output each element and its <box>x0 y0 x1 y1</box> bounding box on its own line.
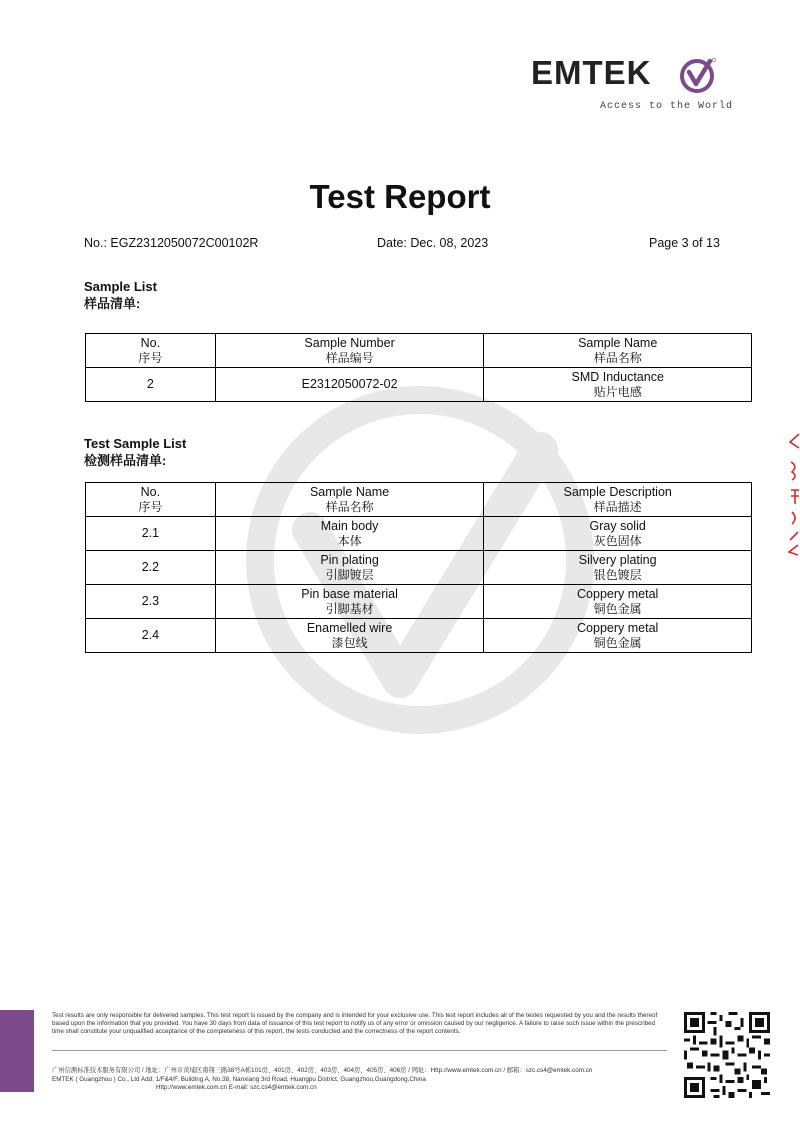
footer-address <box>52 1067 677 1093</box>
page-indicator: Page 3 of 13 <box>649 236 720 250</box>
table-row <box>86 517 752 551</box>
table-cell: Coppery metal 铜色金属 <box>484 585 752 619</box>
table-row <box>86 368 752 402</box>
table-cell: E2312050072-02 <box>215 368 484 402</box>
table-row <box>86 585 752 619</box>
table-cell: Gray solid 灰色固体 <box>484 517 752 551</box>
footer-divider <box>52 1050 667 1051</box>
page-title: Test Report <box>309 178 491 215</box>
check-circle-icon <box>677 55 717 95</box>
footer-accent-bar <box>0 1010 34 1092</box>
footer-address-en: EMTEK ( Guangzhou ) Co., Ltd Add: 1/F&4/F, Building A, No.38, Nanxiang 3rd Road, Huangpu District, Guangzhou,Guangdong,China <box>52 1075 426 1083</box>
sample-list-heading-en: Sample List <box>84 279 157 294</box>
table-row <box>86 619 752 653</box>
column-header: Sample Number 样品编号 <box>215 334 484 368</box>
footer-contact: Http://www.emtek.com.cn E-mail: szc.cs4@emtek.com.cn <box>156 1084 317 1091</box>
qr-code <box>684 1012 770 1098</box>
table-cell: SMD Inductance 贴片电感 <box>484 368 752 402</box>
table-header-row <box>86 483 752 517</box>
report-date: Date: Dec. 08, 2023 <box>377 236 489 250</box>
sample-list-table <box>85 333 752 402</box>
test-sample-list-heading-en: Test Sample List <box>84 436 187 451</box>
stamp-edge-mark <box>786 432 800 557</box>
footer-disclaimer: Test results are only responsible for delivered samples. This test report is issued by the company and is intended for your exclusive use. This test report includes all of the testes requested by you and the results thereof based upon the information that you provided. You have 30 days from data of issuance of this test report to notify us of any error or omission caused by our negligence. A failure to raise such issue within the prescribed time shall constitute your unqualified acceptance of the completeness of this report, the tests conducted and the correctness of the report contents. <box>52 1012 658 1035</box>
report-number: No.: EGZ2312050072C00102R <box>84 236 259 250</box>
emtek-logo <box>531 52 734 114</box>
table-cell: Enamelled wire 漆包线 <box>215 619 484 653</box>
table-cell: Silvery plating 银色镀层 <box>484 551 752 585</box>
column-header: No. 序号 <box>86 334 216 368</box>
test-sample-list-heading-zh: 检测样品清单: <box>84 453 167 468</box>
table-cell: 2.3 <box>86 585 216 619</box>
test-sample-list-heading <box>84 435 186 469</box>
table-cell: 2.4 <box>86 619 216 653</box>
logo-tagline: Access to the World <box>600 101 734 112</box>
table-cell: 2.2 <box>86 551 216 585</box>
table-cell: Main body 本体 <box>215 517 484 551</box>
test-sample-list-table <box>85 482 752 653</box>
footer-address-zh: 广州信测标准技术服务有限公司 / 地址：广州市黄埔区南翔三路38号A栋101房、401房、402房、403房、404房、405房、406房 / 网址：Http://www.emtek.com.cn / 邮箱：szc.cs4@emtek.com.cn <box>52 1067 593 1074</box>
column-header: Sample Description 样品描述 <box>484 483 752 517</box>
table-cell: Pin plating 引脚镀层 <box>215 551 484 585</box>
table-cell: 2.1 <box>86 517 216 551</box>
table-row <box>86 551 752 585</box>
logo-wordmark: EMTEK <box>531 54 652 91</box>
table-header-row <box>86 334 752 368</box>
table-cell: 2 <box>86 368 216 402</box>
sample-list-heading <box>84 278 157 312</box>
table-cell: Coppery metal 铜色金属 <box>484 619 752 653</box>
column-header: Sample Name 样品名称 <box>215 483 484 517</box>
sample-list-heading-zh: 样品清单: <box>84 296 141 311</box>
column-header: Sample Name 样品名称 <box>484 334 752 368</box>
table-cell: Pin base material 引脚基材 <box>215 585 484 619</box>
column-header: No. 序号 <box>86 483 216 517</box>
